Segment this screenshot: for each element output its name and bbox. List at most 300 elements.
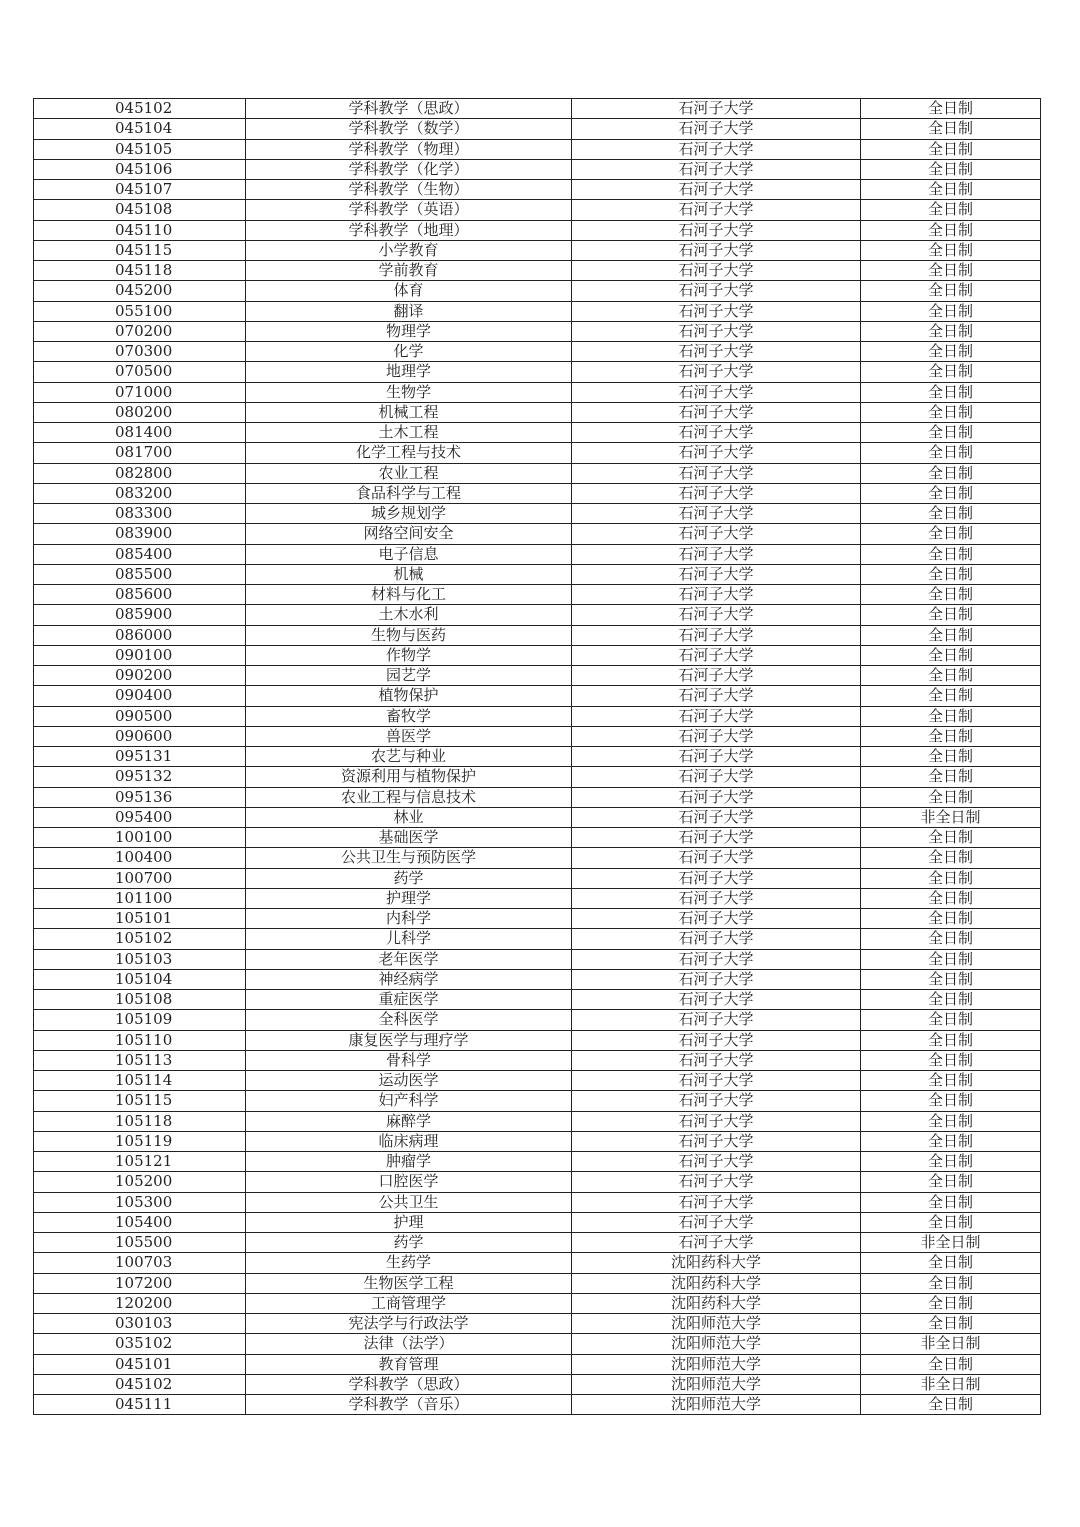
study-mode-cell: 全日制 (861, 564, 1041, 584)
study-mode-cell: 全日制 (861, 868, 1041, 888)
program-name-cell: 生物与医药 (246, 625, 572, 645)
program-name-cell: 畜牧学 (246, 706, 572, 726)
program-code-cell: 095131 (34, 747, 246, 767)
university-cell: 石河子大学 (572, 1192, 861, 1212)
table-row (34, 362, 1041, 382)
program-name-cell: 农业工程 (246, 463, 572, 483)
program-code-cell: 105119 (34, 1131, 246, 1151)
university-cell: 石河子大学 (572, 929, 861, 949)
university-cell: 石河子大学 (572, 645, 861, 665)
program-code-cell: 105114 (34, 1071, 246, 1091)
table-row (34, 1233, 1041, 1253)
table-row (34, 1212, 1041, 1232)
study-mode-cell: 全日制 (861, 159, 1041, 179)
program-code-cell: 081400 (34, 423, 246, 443)
program-name-cell: 生物医学工程 (246, 1273, 572, 1293)
program-code-cell: 105500 (34, 1233, 246, 1253)
table-row (34, 1131, 1041, 1151)
program-name-cell: 农业工程与信息技术 (246, 787, 572, 807)
study-mode-cell: 全日制 (861, 483, 1041, 503)
program-name-cell: 学科教学（化学） (246, 159, 572, 179)
study-mode-cell: 全日制 (861, 382, 1041, 402)
study-mode-cell: 全日制 (861, 1354, 1041, 1374)
program-name-cell: 药学 (246, 868, 572, 888)
study-mode-cell: 全日制 (861, 747, 1041, 767)
study-mode-cell: 全日制 (861, 990, 1041, 1010)
program-code-cell: 090200 (34, 666, 246, 686)
table-row (34, 1071, 1041, 1091)
program-code-cell: 083200 (34, 483, 246, 503)
program-name-cell: 网络空间安全 (246, 524, 572, 544)
university-cell: 石河子大学 (572, 200, 861, 220)
program-name-cell: 教育管理 (246, 1354, 572, 1374)
study-mode-cell: 全日制 (861, 362, 1041, 382)
program-name-cell: 地理学 (246, 362, 572, 382)
program-code-cell: 071000 (34, 382, 246, 402)
university-cell: 石河子大学 (572, 220, 861, 240)
program-name-cell: 学科教学（英语） (246, 200, 572, 220)
table-row (34, 402, 1041, 422)
university-cell: 石河子大学 (572, 342, 861, 362)
table-row (34, 1273, 1041, 1293)
program-name-cell: 运动医学 (246, 1071, 572, 1091)
university-cell: 石河子大学 (572, 564, 861, 584)
university-cell: 石河子大学 (572, 848, 861, 868)
program-name-cell: 法律（法学） (246, 1334, 572, 1354)
program-code-cell: 107200 (34, 1273, 246, 1293)
study-mode-cell: 全日制 (861, 645, 1041, 665)
table-row (34, 240, 1041, 260)
study-mode-cell: 全日制 (861, 1253, 1041, 1273)
table-row (34, 807, 1041, 827)
program-name-cell: 妇产科学 (246, 1091, 572, 1111)
program-code-cell: 045110 (34, 220, 246, 240)
program-code-cell: 055100 (34, 301, 246, 321)
table-row (34, 139, 1041, 159)
study-mode-cell: 全日制 (861, 281, 1041, 301)
program-name-cell: 儿科学 (246, 929, 572, 949)
study-mode-cell: 全日制 (861, 463, 1041, 483)
study-mode-cell: 全日制 (861, 139, 1041, 159)
program-name-cell: 工商管理学 (246, 1293, 572, 1313)
study-mode-cell: 全日制 (861, 828, 1041, 848)
study-mode-cell: 全日制 (861, 767, 1041, 787)
table-row (34, 504, 1041, 524)
university-cell: 石河子大学 (572, 1010, 861, 1030)
program-code-cell: 045105 (34, 139, 246, 159)
program-code-cell: 105121 (34, 1152, 246, 1172)
university-cell: 石河子大学 (572, 119, 861, 139)
program-name-cell: 基础医学 (246, 828, 572, 848)
program-name-cell: 小学教育 (246, 240, 572, 260)
table-row (34, 1354, 1041, 1374)
program-name-cell: 生物学 (246, 382, 572, 402)
university-cell: 石河子大学 (572, 1152, 861, 1172)
study-mode-cell: 全日制 (861, 848, 1041, 868)
university-cell: 石河子大学 (572, 605, 861, 625)
table-row (34, 969, 1041, 989)
program-name-cell: 肿瘤学 (246, 1152, 572, 1172)
program-code-cell: 090600 (34, 726, 246, 746)
program-name-cell: 内科学 (246, 909, 572, 929)
table-row (34, 1293, 1041, 1313)
table-row (34, 443, 1041, 463)
university-cell: 石河子大学 (572, 868, 861, 888)
program-code-cell: 045106 (34, 159, 246, 179)
university-cell: 石河子大学 (572, 139, 861, 159)
study-mode-cell: 全日制 (861, 787, 1041, 807)
program-name-cell: 公共卫生 (246, 1192, 572, 1212)
university-cell: 石河子大学 (572, 1030, 861, 1050)
table-row (34, 605, 1041, 625)
program-code-cell: 045111 (34, 1395, 246, 1415)
university-cell: 石河子大学 (572, 807, 861, 827)
university-cell: 石河子大学 (572, 483, 861, 503)
study-mode-cell: 全日制 (861, 585, 1041, 605)
table-row (34, 888, 1041, 908)
table-row (34, 645, 1041, 665)
program-code-cell: 085600 (34, 585, 246, 605)
table-row (34, 1010, 1041, 1030)
study-mode-cell: 全日制 (861, 1172, 1041, 1192)
study-mode-cell: 全日制 (861, 402, 1041, 422)
study-mode-cell: 非全日制 (861, 1233, 1041, 1253)
program-code-cell: 081700 (34, 443, 246, 463)
table-row (34, 868, 1041, 888)
program-code-cell: 101100 (34, 888, 246, 908)
study-mode-cell: 全日制 (861, 909, 1041, 929)
study-mode-cell: 全日制 (861, 99, 1041, 119)
university-cell: 石河子大学 (572, 180, 861, 200)
study-mode-cell: 全日制 (861, 666, 1041, 686)
program-name-cell: 体育 (246, 281, 572, 301)
study-mode-cell: 全日制 (861, 342, 1041, 362)
program-name-cell: 护理 (246, 1212, 572, 1232)
university-cell: 石河子大学 (572, 747, 861, 767)
university-cell: 沈阳师范大学 (572, 1374, 861, 1394)
program-code-cell: 105101 (34, 909, 246, 929)
program-code-cell: 090100 (34, 645, 246, 665)
table-row (34, 1030, 1041, 1050)
table-row (34, 524, 1041, 544)
table-row (34, 666, 1041, 686)
program-name-cell: 药学 (246, 1233, 572, 1253)
table-row (34, 747, 1041, 767)
program-table-body (34, 99, 1041, 1415)
university-cell: 石河子大学 (572, 240, 861, 260)
university-cell: 石河子大学 (572, 990, 861, 1010)
table-row (34, 200, 1041, 220)
program-code-cell: 045115 (34, 240, 246, 260)
program-code-cell: 105110 (34, 1030, 246, 1050)
university-cell: 石河子大学 (572, 423, 861, 443)
table-row (34, 281, 1041, 301)
program-name-cell: 学科教学（思政） (246, 1374, 572, 1394)
university-cell: 石河子大学 (572, 1111, 861, 1131)
table-row (34, 686, 1041, 706)
program-name-cell: 学科教学（地理） (246, 220, 572, 240)
table-row (34, 564, 1041, 584)
program-name-cell: 植物保护 (246, 686, 572, 706)
program-code-cell: 030103 (34, 1314, 246, 1334)
study-mode-cell: 全日制 (861, 524, 1041, 544)
program-code-cell: 045200 (34, 281, 246, 301)
table-row (34, 321, 1041, 341)
study-mode-cell: 全日制 (861, 1091, 1041, 1111)
program-code-cell: 105113 (34, 1050, 246, 1070)
program-code-cell: 085500 (34, 564, 246, 584)
study-mode-cell: 全日制 (861, 1314, 1041, 1334)
table-row (34, 1152, 1041, 1172)
program-name-cell: 学科教学（思政） (246, 99, 572, 119)
table-row (34, 483, 1041, 503)
program-name-cell: 麻醉学 (246, 1111, 572, 1131)
table-row (34, 787, 1041, 807)
university-cell: 石河子大学 (572, 787, 861, 807)
study-mode-cell: 全日制 (861, 888, 1041, 908)
program-code-cell: 100100 (34, 828, 246, 848)
study-mode-cell: 全日制 (861, 240, 1041, 260)
program-name-cell: 康复医学与理疗学 (246, 1030, 572, 1050)
table-row (34, 119, 1041, 139)
study-mode-cell: 全日制 (861, 544, 1041, 564)
university-cell: 石河子大学 (572, 524, 861, 544)
program-code-cell: 095132 (34, 767, 246, 787)
university-cell: 石河子大学 (572, 159, 861, 179)
program-code-cell: 105108 (34, 990, 246, 1010)
study-mode-cell: 全日制 (861, 504, 1041, 524)
program-name-cell: 神经病学 (246, 969, 572, 989)
program-code-cell: 083900 (34, 524, 246, 544)
program-code-cell: 085400 (34, 544, 246, 564)
table-row (34, 726, 1041, 746)
study-mode-cell: 非全日制 (861, 1334, 1041, 1354)
study-mode-cell: 全日制 (861, 1273, 1041, 1293)
table-row (34, 99, 1041, 119)
program-code-cell: 045108 (34, 200, 246, 220)
study-mode-cell: 非全日制 (861, 1374, 1041, 1394)
table-row (34, 180, 1041, 200)
university-cell: 石河子大学 (572, 949, 861, 969)
table-row (34, 909, 1041, 929)
university-cell: 石河子大学 (572, 1091, 861, 1111)
study-mode-cell: 全日制 (861, 1212, 1041, 1232)
study-mode-cell: 全日制 (861, 1030, 1041, 1050)
university-cell: 石河子大学 (572, 1131, 861, 1151)
table-row (34, 342, 1041, 362)
table-row (34, 949, 1041, 969)
study-mode-cell: 全日制 (861, 1395, 1041, 1415)
program-name-cell: 园艺学 (246, 666, 572, 686)
program-name-cell: 学科教学（物理） (246, 139, 572, 159)
program-code-cell: 105109 (34, 1010, 246, 1030)
table-row (34, 848, 1041, 868)
program-name-cell: 学前教育 (246, 261, 572, 281)
program-name-cell: 老年医学 (246, 949, 572, 969)
program-name-cell: 材料与化工 (246, 585, 572, 605)
table-row (34, 544, 1041, 564)
program-code-cell: 083300 (34, 504, 246, 524)
university-cell: 石河子大学 (572, 686, 861, 706)
table-row (34, 1172, 1041, 1192)
program-name-cell: 重症医学 (246, 990, 572, 1010)
study-mode-cell: 全日制 (861, 443, 1041, 463)
program-code-cell: 095400 (34, 807, 246, 827)
university-cell: 石河子大学 (572, 99, 861, 119)
table-row (34, 1091, 1041, 1111)
study-mode-cell: 全日制 (861, 1050, 1041, 1070)
program-code-cell: 045101 (34, 1354, 246, 1374)
study-mode-cell: 全日制 (861, 180, 1041, 200)
program-code-cell: 090500 (34, 706, 246, 726)
table-row (34, 1314, 1041, 1334)
program-code-cell: 045104 (34, 119, 246, 139)
study-mode-cell: 全日制 (861, 949, 1041, 969)
university-cell: 沈阳师范大学 (572, 1395, 861, 1415)
university-cell: 沈阳药科大学 (572, 1253, 861, 1273)
university-cell: 石河子大学 (572, 443, 861, 463)
university-cell: 石河子大学 (572, 544, 861, 564)
study-mode-cell: 全日制 (861, 726, 1041, 746)
table-row (34, 382, 1041, 402)
university-cell: 石河子大学 (572, 504, 861, 524)
university-cell: 沈阳师范大学 (572, 1334, 861, 1354)
table-row (34, 585, 1041, 605)
study-mode-cell: 全日制 (861, 119, 1041, 139)
program-name-cell: 电子信息 (246, 544, 572, 564)
university-cell: 石河子大学 (572, 969, 861, 989)
university-cell: 沈阳药科大学 (572, 1293, 861, 1313)
program-name-cell: 林业 (246, 807, 572, 827)
table-row (34, 1192, 1041, 1212)
table-row (34, 1374, 1041, 1394)
program-name-cell: 机械 (246, 564, 572, 584)
program-code-cell: 120200 (34, 1293, 246, 1313)
university-cell: 石河子大学 (572, 463, 861, 483)
study-mode-cell: 全日制 (861, 706, 1041, 726)
university-cell: 石河子大学 (572, 585, 861, 605)
university-cell: 石河子大学 (572, 321, 861, 341)
university-cell: 石河子大学 (572, 666, 861, 686)
program-code-cell: 086000 (34, 625, 246, 645)
program-name-cell: 护理学 (246, 888, 572, 908)
university-cell: 石河子大学 (572, 362, 861, 382)
program-name-cell: 土木水利 (246, 605, 572, 625)
study-mode-cell: 全日制 (861, 200, 1041, 220)
study-mode-cell: 全日制 (861, 220, 1041, 240)
program-name-cell: 生药学 (246, 1253, 572, 1273)
program-code-cell: 080200 (34, 402, 246, 422)
table-row (34, 929, 1041, 949)
program-code-cell: 105102 (34, 929, 246, 949)
program-name-cell: 宪法学与行政法学 (246, 1314, 572, 1334)
university-cell: 石河子大学 (572, 261, 861, 281)
university-cell: 石河子大学 (572, 828, 861, 848)
program-code-cell: 105103 (34, 949, 246, 969)
study-mode-cell: 全日制 (861, 1152, 1041, 1172)
university-cell: 石河子大学 (572, 767, 861, 787)
study-mode-cell: 全日制 (861, 1071, 1041, 1091)
university-cell: 石河子大学 (572, 1172, 861, 1192)
study-mode-cell: 全日制 (861, 1131, 1041, 1151)
program-code-cell: 105200 (34, 1172, 246, 1192)
program-name-cell: 学科教学（数学） (246, 119, 572, 139)
program-code-cell: 105300 (34, 1192, 246, 1212)
study-mode-cell: 全日制 (861, 686, 1041, 706)
study-mode-cell: 非全日制 (861, 807, 1041, 827)
university-cell: 石河子大学 (572, 909, 861, 929)
program-code-cell: 082800 (34, 463, 246, 483)
university-cell: 沈阳药科大学 (572, 1273, 861, 1293)
table-row (34, 220, 1041, 240)
study-mode-cell: 全日制 (861, 1293, 1041, 1313)
program-name-cell: 农艺与种业 (246, 747, 572, 767)
program-name-cell: 学科教学（音乐） (246, 1395, 572, 1415)
university-cell: 沈阳师范大学 (572, 1314, 861, 1334)
program-name-cell: 学科教学（生物） (246, 180, 572, 200)
program-code-cell: 035102 (34, 1334, 246, 1354)
study-mode-cell: 全日制 (861, 625, 1041, 645)
program-code-cell: 105118 (34, 1111, 246, 1131)
table-row (34, 1334, 1041, 1354)
program-code-cell: 045118 (34, 261, 246, 281)
program-code-cell: 090400 (34, 686, 246, 706)
table-row (34, 423, 1041, 443)
study-mode-cell: 全日制 (861, 929, 1041, 949)
program-name-cell: 作物学 (246, 645, 572, 665)
university-cell: 石河子大学 (572, 726, 861, 746)
university-cell: 石河子大学 (572, 1233, 861, 1253)
table-row (34, 990, 1041, 1010)
study-mode-cell: 全日制 (861, 321, 1041, 341)
study-mode-cell: 全日制 (861, 1111, 1041, 1131)
program-code-cell: 105400 (34, 1212, 246, 1232)
study-mode-cell: 全日制 (861, 301, 1041, 321)
program-code-cell: 070300 (34, 342, 246, 362)
program-name-cell: 口腔医学 (246, 1172, 572, 1192)
program-name-cell: 城乡规划学 (246, 504, 572, 524)
program-code-cell: 070200 (34, 321, 246, 341)
program-table (33, 98, 1041, 1415)
table-row (34, 159, 1041, 179)
program-code-cell: 100703 (34, 1253, 246, 1273)
program-code-cell: 045107 (34, 180, 246, 200)
university-cell: 石河子大学 (572, 301, 861, 321)
university-cell: 石河子大学 (572, 382, 861, 402)
program-code-cell: 085900 (34, 605, 246, 625)
program-code-cell: 095136 (34, 787, 246, 807)
university-cell: 石河子大学 (572, 402, 861, 422)
program-name-cell: 兽医学 (246, 726, 572, 746)
program-name-cell: 化学 (246, 342, 572, 362)
table-row (34, 261, 1041, 281)
table-row (34, 1253, 1041, 1273)
study-mode-cell: 全日制 (861, 969, 1041, 989)
program-name-cell: 骨科学 (246, 1050, 572, 1070)
program-name-cell: 公共卫生与预防医学 (246, 848, 572, 868)
table-row (34, 1395, 1041, 1415)
program-code-cell: 070500 (34, 362, 246, 382)
university-cell: 石河子大学 (572, 625, 861, 645)
university-cell: 石河子大学 (572, 281, 861, 301)
table-row (34, 706, 1041, 726)
program-name-cell: 资源利用与植物保护 (246, 767, 572, 787)
table-row (34, 1111, 1041, 1131)
program-name-cell: 机械工程 (246, 402, 572, 422)
study-mode-cell: 全日制 (861, 261, 1041, 281)
table-row (34, 767, 1041, 787)
university-cell: 石河子大学 (572, 1212, 861, 1232)
